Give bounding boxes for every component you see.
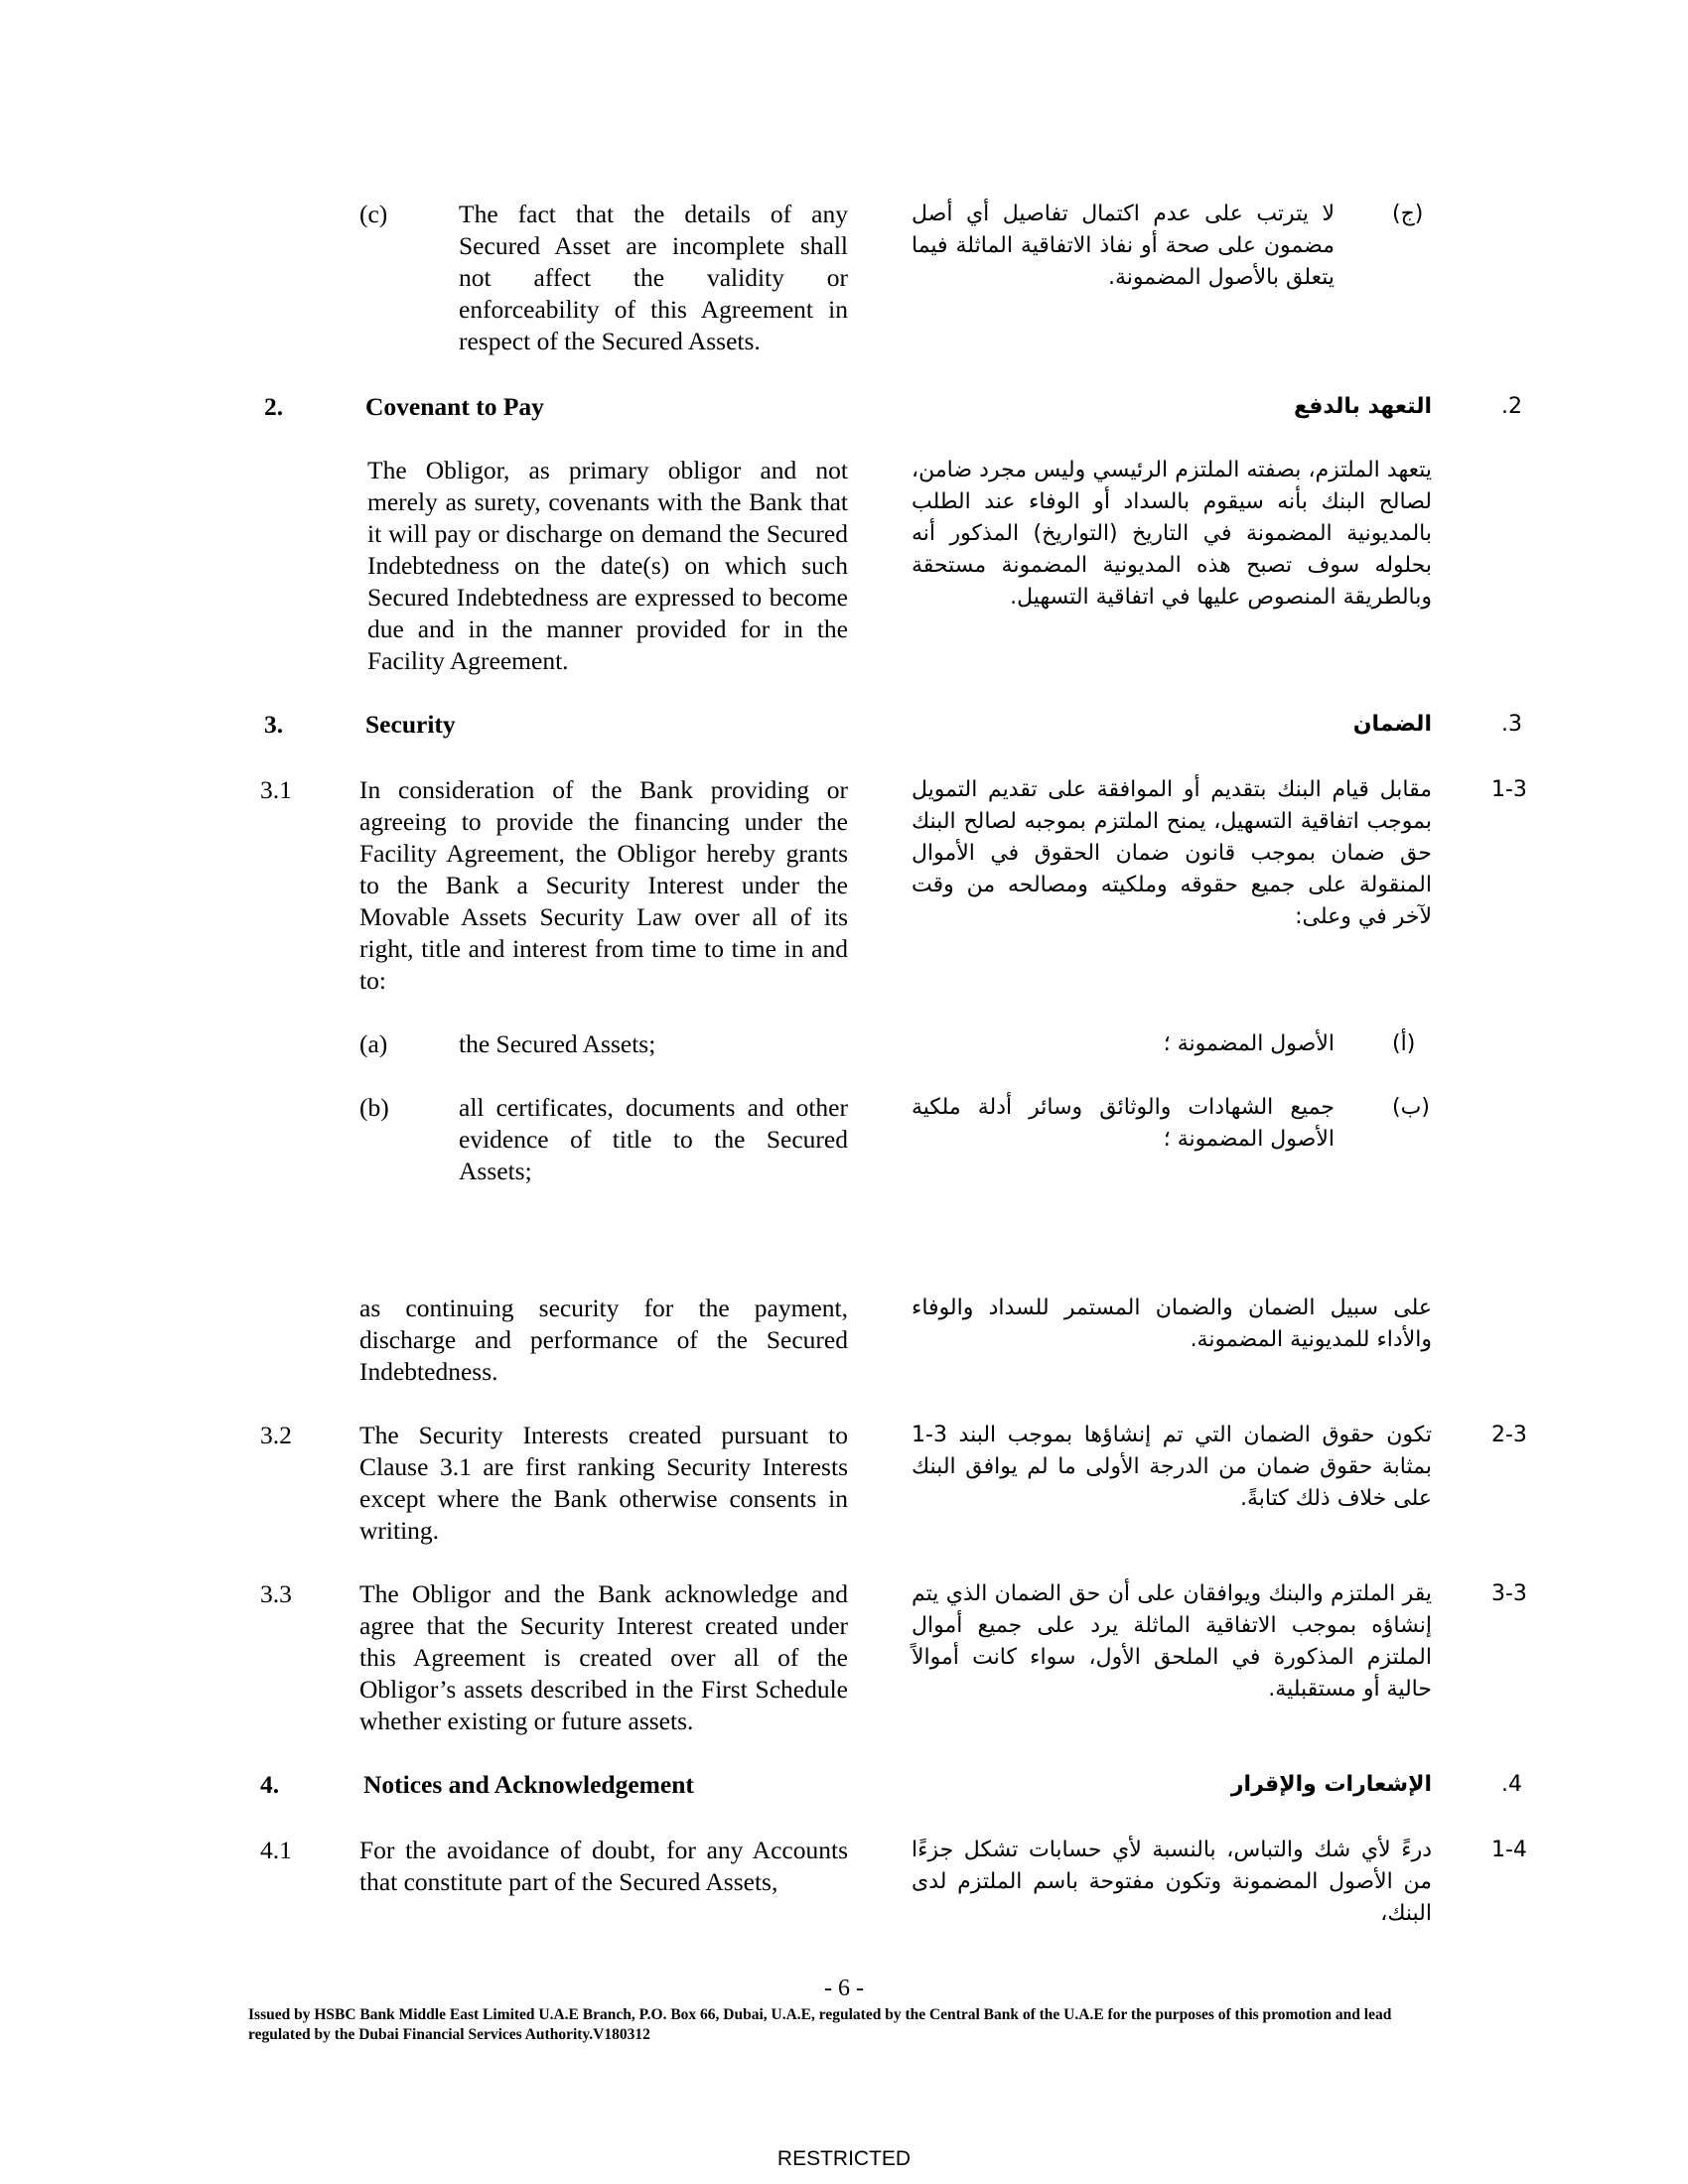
clause-3-1b-text: all certificates, documents and other evidence of title to the Secured Assets; <box>459 1093 848 1185</box>
section-3-number-ar: .3 <box>1501 712 1522 737</box>
clause-3-2-text: The Security Interests created pursuant to Clause 3.1 are first ranking Security Interests except where the Bank otherwise consents in writing. <box>359 1421 848 1545</box>
clause-3-2-text-ar: تكون حقوق الضمان التي تم إنشاؤها بموجب البند 3-1 بمثابة حقوق ضمان من الدرجة الأولى ما لم يوافق البنك على خلاف ذلك كتابةً. <box>912 1423 1432 1511</box>
page-number: - 6 - <box>824 1976 864 2001</box>
clause-3-1b-number: (b) <box>359 1093 389 1122</box>
clause-1c-text-ar: لا يترتب على عدم اكتمال تفاصيل أي أصل مضمون على صحة أو نفاذ الاتفاقية الماثلة فيما يتعلق بالأصول المضمونة. <box>912 202 1335 290</box>
section-4-number-ar: .4 <box>1501 1772 1522 1797</box>
section-3-number: 3. <box>264 710 284 739</box>
issuer-footer: Issued by HSBC Bank Middle East Limited U.A.E Branch, P.O. Box 66, Dubai, U.A.E, regulated by the Central Bank of the U.A.E for the purposes of this promotion and lead regulated by the Dubai Financial Services Authority.V180312 <box>248 2006 1392 2043</box>
clause-3-3-text-ar: يقر الملتزم والبنك ويوافقان على أن حق الضمان الذي يتم إنشاؤه بموجب الاتفاقية الماثلة يرد على جميع أموال الملتزم المذكورة في الملحق الأول، سواء كانت أموالاً حالية أو مستقبلية. <box>912 1581 1432 1702</box>
continuing-security-text-ar: على سبيل الضمان والضمان المستمر للسداد والوفاء والأداء للمديونية المضمونة. <box>912 1296 1432 1352</box>
clause-4-1-text: For the avoidance of doubt, for any Accounts that constitute part of the Secured Assets, <box>359 1836 848 1896</box>
section-2-text-ar: يتعهد الملتزم، بصفته الملتزم الرئيسي وليس مجرد ضامن، لصالح البنك بأنه سيقوم بالسداد أو الوفاء عند الطلب بالمديونية المضمونة في التاريخ (التواريخ) المذكور أنه بحلوله سوف تصبح هذه المديونية المضمونة مستحقة وبالطريقة المنصوص عليها في اتفاقية التسهيل. <box>912 458 1432 610</box>
classification-label: RESTRICTED <box>776 2147 912 2170</box>
section-4-heading: Notices and Acknowledgement <box>363 1770 694 1799</box>
clause-3-1-text-ar: مقابل قيام البنك بتقديم أو الموافقة على تقديم التمويل بموجب اتفاقية التسهيل، يمنح الملتزم بموجبه لصالح البنك حق ضمان بموجب قانون ضمان الحقوق في الأموال المنقولة على جميع حقوقه وملكيته ومصالحه من وقت لآخر في وعلى: <box>912 777 1432 929</box>
clause-3-3-number: 3.3 <box>260 1579 292 1608</box>
section-2-number: 2. <box>264 392 284 421</box>
clause-4-1-number: 4.1 <box>260 1836 292 1864</box>
section-2-heading: Covenant to Pay <box>365 392 544 421</box>
clause-1c-number-ar: (ج) <box>1392 202 1424 226</box>
clause-3-2-number: 3.2 <box>260 1421 292 1449</box>
clause-1c-text: The fact that the details of any Secured Asset are incomplete shall not affect the validity or enforceability of this Agreement in respect of the Secured Assets. <box>459 200 848 355</box>
clause-3-1-number-ar: 1-3 <box>1491 777 1527 802</box>
clause-3-3-text: The Obligor and the Bank acknowledge and agree that the Security Interest created under this Agreement is created over all of the Obligor’s assets described in the First Schedule whether existing or future assets. <box>359 1579 848 1735</box>
section-3-heading: Security <box>365 710 456 739</box>
clause-4-1-text-ar: درءً لأي شك والتباس، بالنسبة لأي حسابات تشكل جزءًا من الأصول المضمونة وتكون مفتوحة باسم الملتزم لدى البنك، <box>912 1838 1432 1926</box>
section-4-heading-ar: الإشعارات والإقرار <box>1230 1772 1432 1797</box>
section-2-heading-ar: التعهد بالدفع <box>1293 394 1432 419</box>
clause-3-3-number-ar: 3-3 <box>1491 1581 1527 1606</box>
clause-3-1-number: 3.1 <box>260 775 292 804</box>
section-2-text: The Obligor, as primary obligor and not merely as surety, covenants with the Bank that it will pay or discharge on demand the Secured Indebtedness on the date(s) on which such Secured Indebtedness are expressed to become due and in the manner provided for in the Facility Agreement. <box>367 456 848 675</box>
clause-3-2-number-ar: 2-3 <box>1491 1423 1527 1447</box>
clause-3-1a-number-ar: (أ) <box>1392 1031 1416 1056</box>
clause-3-1b-text-ar: جميع الشهادات والوثائق وسائر أدلة ملكية الأصول المضمونة ؛ <box>912 1095 1335 1152</box>
clause-1c-number: (c) <box>359 200 388 228</box>
section-3-heading-ar: الضمان <box>1352 712 1432 737</box>
section-4-number: 4. <box>260 1770 280 1799</box>
clause-3-1b-number-ar: (ب) <box>1392 1095 1430 1120</box>
clause-3-1-text: In consideration of the Bank providing or agreeing to provide the financing under the Facility Agreement, the Obligor hereby grants to the Bank a Security Interest under the Movable Assets Security Law over all of its right, title and interest from time to time in and to: <box>359 775 848 995</box>
continuing-security-text: as continuing security for the payment, discharge and performance of the Secured Indebtedness. <box>359 1294 848 1386</box>
clause-3-1a-text-ar: الأصول المضمونة ؛ <box>1163 1031 1335 1056</box>
clause-3-1a-number: (a) <box>359 1029 388 1058</box>
clause-4-1-number-ar: 1-4 <box>1491 1838 1527 1862</box>
section-2-number-ar: .2 <box>1501 394 1522 419</box>
clause-3-1a-text: the Secured Assets; <box>459 1029 656 1058</box>
